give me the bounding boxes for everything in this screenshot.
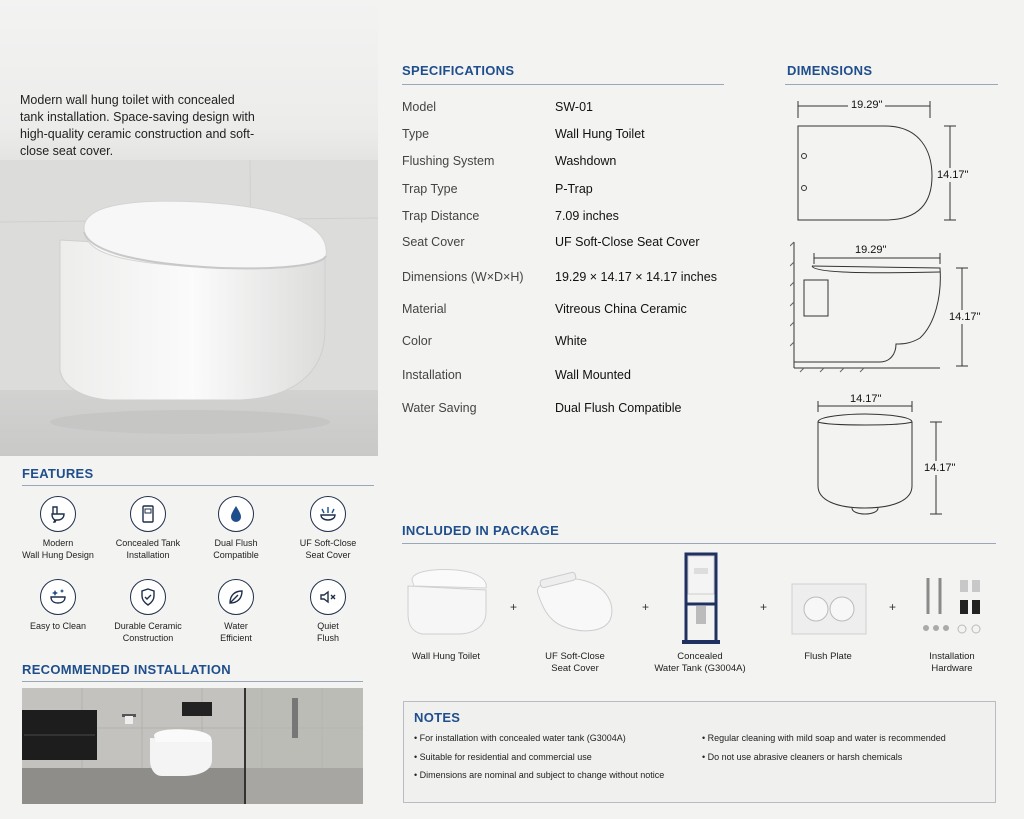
dim-side-width: 19.29" (852, 244, 889, 256)
feature-label: Durable Ceramic Construction (114, 621, 182, 643)
installation-photo (22, 688, 363, 804)
note-item: • Dimensions are nominal and subject to change without notice (414, 770, 665, 780)
hero-product-image (0, 160, 378, 456)
tank-icon (130, 496, 166, 532)
feature-concealed-tank (104, 496, 192, 561)
spec-value: Wall Mounted (555, 368, 631, 382)
note-item: • For installation with concealed water tank (G3004A) (414, 733, 626, 743)
spec-key: Water Saving (402, 401, 477, 415)
spec-key: Seat Cover (402, 235, 465, 249)
feature-durable (104, 579, 192, 644)
installation-heading: RECOMMENDED INSTALLATION (22, 662, 231, 677)
package-divider (402, 543, 996, 544)
feature-label: Concealed Tank Installation (115, 538, 181, 560)
spec-value: UF Soft-Close Seat Cover (555, 235, 700, 249)
feature-wall-hung (14, 496, 102, 561)
note-text: For installation with concealed water tank (G3004A) (419, 733, 626, 743)
note-text: Dimensions are nominal and subject to change without notice (419, 770, 665, 780)
spec-key: Material (402, 302, 447, 316)
dim-top-depth: 14.17" (937, 169, 969, 181)
water-drop-icon (218, 496, 254, 532)
note-text: Suitable for residential and commercial use (419, 752, 592, 762)
feature-dual-flush (192, 496, 280, 561)
note-text: Do not use abrasive cleaners or harsh chemicals (707, 752, 903, 762)
spec-value: Washdown (555, 154, 617, 168)
feature-soft-close (284, 496, 372, 561)
spec-key: Installation (402, 368, 462, 382)
spec-value: Dual Flush Compatible (555, 401, 682, 415)
dimensions-divider (785, 84, 998, 85)
toilet-icon (40, 496, 76, 532)
note-text: Regular cleaning with mild soap and water is recommended (707, 733, 946, 743)
dim-front-height: 14.17" (924, 462, 956, 474)
dim-side-height: 14.17" (949, 311, 981, 323)
features-divider (22, 485, 374, 486)
installation-divider (22, 681, 363, 682)
dimensions-heading: DIMENSIONS (787, 63, 873, 78)
plus-sign: + (760, 600, 768, 614)
spec-key: Trap Type (402, 182, 458, 196)
spec-key: Dimensions (W×D×H) (402, 270, 524, 284)
spec-value: SW-01 (555, 100, 593, 114)
toilet-photo (0, 160, 378, 456)
note-item: • Do not use abrasive cleaners or harsh chemicals (702, 752, 903, 762)
spec-key: Model (402, 100, 437, 114)
feature-label: Water Efficient (220, 621, 252, 643)
feature-label: Easy to Clean (29, 621, 87, 631)
package-item-hardware: Installation Hardware (929, 651, 975, 674)
package-item-tank: Concealed Water Tank (G3004A) (654, 651, 746, 674)
spec-value: 7.09 inches (555, 209, 619, 223)
feature-label: Quiet Flush (316, 621, 339, 643)
feature-label: UF Soft-Close Seat Cover (299, 538, 357, 560)
package-item-toilet: Wall Hung Toilet (411, 651, 481, 662)
feature-water-efficient (192, 579, 280, 644)
feature-easy-clean (14, 579, 102, 633)
note-item: • Suitable for residential and commercial use (414, 752, 592, 762)
notes-heading: NOTES (414, 710, 461, 725)
package-flush-plate-image (792, 584, 866, 634)
spec-key: Trap Distance (402, 209, 480, 223)
package-tank-image (682, 554, 720, 642)
plus-sign: + (642, 600, 650, 614)
spec-value: Vitreous China Ceramic (555, 302, 687, 316)
package-seat-image (537, 572, 611, 631)
features-heading: FEATURES (22, 466, 94, 481)
feature-quiet-flush (284, 579, 372, 644)
package-item-flush-plate: Flush Plate (804, 651, 852, 662)
note-item: • Regular cleaning with mild soap and water is recommended (702, 733, 946, 743)
package-toilet-image (408, 569, 486, 634)
spec-value: P-Trap (555, 182, 593, 196)
package-items-images (402, 550, 996, 650)
dim-top-width: 19.29" (848, 99, 885, 111)
package-hardware-image (923, 578, 980, 633)
plus-sign: + (510, 600, 518, 614)
plus-sign: + (889, 600, 897, 614)
package-heading: INCLUDED IN PACKAGE (402, 523, 560, 538)
dim-front-width: 14.17" (847, 393, 884, 405)
spec-value: White (555, 334, 587, 348)
leaf-icon (218, 579, 254, 615)
sparkle-bowl-icon (40, 579, 76, 615)
package-item-seat: UF Soft-Close Seat Cover (545, 651, 605, 674)
product-description: Modern wall hung toilet with concealed tank installation. Space-saving design with high-quality ceramic construction and soft-close seat cover. (20, 93, 255, 158)
notes-box (403, 701, 996, 803)
spec-key: Flushing System (402, 154, 495, 168)
shield-check-icon (130, 579, 166, 615)
feature-label: Dual Flush Compatible (213, 538, 259, 560)
spec-value: Wall Hung Toilet (555, 127, 645, 141)
feature-label: Modern Wall Hung Design (22, 538, 94, 560)
spec-key: Color (402, 334, 432, 348)
mute-icon (310, 579, 346, 615)
spec-value: 19.29 × 14.17 × 14.17 inches (555, 270, 717, 284)
spec-key: Type (402, 127, 430, 141)
specifications-heading: SPECIFICATIONS (402, 63, 515, 78)
specifications-divider (402, 84, 724, 85)
seat-close-icon (310, 496, 346, 532)
